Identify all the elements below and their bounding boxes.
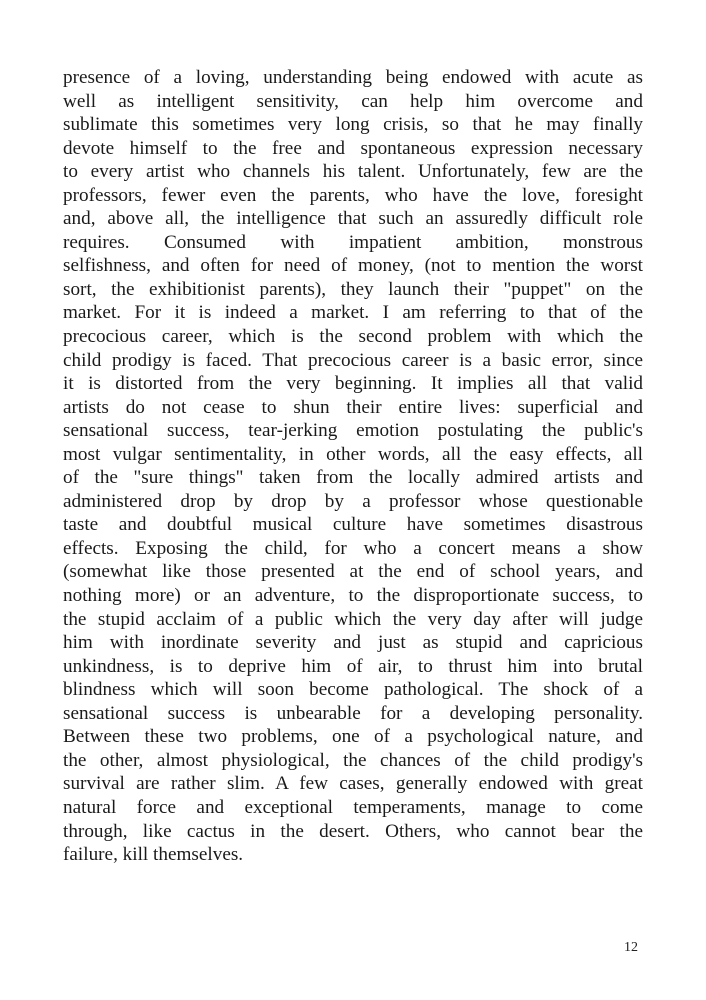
text-line: through, like cactus in the desert. Others, who cannot bear the bbox=[63, 820, 643, 842]
text-line: requires. Consumed with impatient ambition, monstrous bbox=[63, 231, 643, 253]
text-line: child prodigy is faced. That precocious career is a basic error, since bbox=[63, 349, 643, 371]
text-line: sort, the exhibitionist parents), they launch their "puppet" on the bbox=[63, 278, 643, 300]
text-line: unkindness, is to deprive him of air, to thrust him into brutal bbox=[63, 655, 643, 677]
text-line: the other, almost physiological, the chances of the child prodigy's bbox=[63, 749, 643, 771]
text-line: precocious career, which is the second problem with which the bbox=[63, 326, 643, 348]
text-line: him with inordinate severity and just as stupid and capricious bbox=[63, 632, 643, 654]
text-line: selfishness, and often for need of money, (not to mention the worst bbox=[63, 255, 643, 277]
text-line: blindness which will soon become pathological. The shock of a bbox=[63, 679, 643, 701]
text-line: nothing more) or an adventure, to the disproportionate success, to bbox=[63, 585, 643, 607]
text-line: (somewhat like those presented at the end of school years, and bbox=[63, 561, 643, 583]
text-line: natural force and exceptional temperaments, manage to come bbox=[63, 796, 643, 818]
text-line: it is distorted from the very beginning. It implies all that valid bbox=[63, 373, 643, 395]
text-line: Between these two problems, one of a psychological nature, and bbox=[63, 726, 643, 748]
text-line: effects. Exposing the child, for who a concert means a show bbox=[63, 537, 643, 559]
text-line: survival are rather slim. A few cases, generally endowed with great bbox=[63, 773, 643, 795]
text-line: presence of a loving, understanding being endowed with acute as bbox=[63, 67, 643, 88]
text-line: of the "sure things" taken from the locally admired artists and bbox=[63, 467, 643, 489]
text-line: taste and doubtful musical culture have sometimes disastrous bbox=[63, 514, 643, 536]
text-line: devote himself to the free and spontaneous expression necessary bbox=[63, 137, 643, 159]
body-paragraph bbox=[63, 66, 643, 867]
text-line: market. For it is indeed a market. I am referring to that of the bbox=[63, 302, 643, 324]
text-line: professors, fewer even the parents, who have the love, foresight bbox=[63, 184, 643, 206]
text-line: sensational success, tear-jerking emotion postulating the public's bbox=[63, 420, 643, 442]
text-line: failure, kill themselves. bbox=[63, 844, 244, 866]
text-line: sensational success is unbearable for a developing personality. bbox=[63, 702, 643, 724]
text-line: well as intelligent sensitivity, can help him overcome and bbox=[63, 90, 643, 112]
page-number: 12 bbox=[624, 940, 638, 955]
text-line: to every artist who channels his talent. Unfortunately, few are the bbox=[63, 161, 643, 183]
text-line: most vulgar sentimentality, in other words, all the easy effects, all bbox=[63, 443, 643, 465]
text-line: artists do not cease to shun their entire lives: superficial and bbox=[63, 396, 643, 418]
text-line: administered drop by drop by a professor whose questionable bbox=[63, 490, 643, 512]
text-line: sublimate this sometimes very long crisis, so that he may finally bbox=[63, 114, 643, 136]
text-line: and, above all, the intelligence that such an assuredly difficult role bbox=[63, 208, 643, 230]
text-line: the stupid acclaim of a public which the very day after will judge bbox=[63, 608, 643, 630]
